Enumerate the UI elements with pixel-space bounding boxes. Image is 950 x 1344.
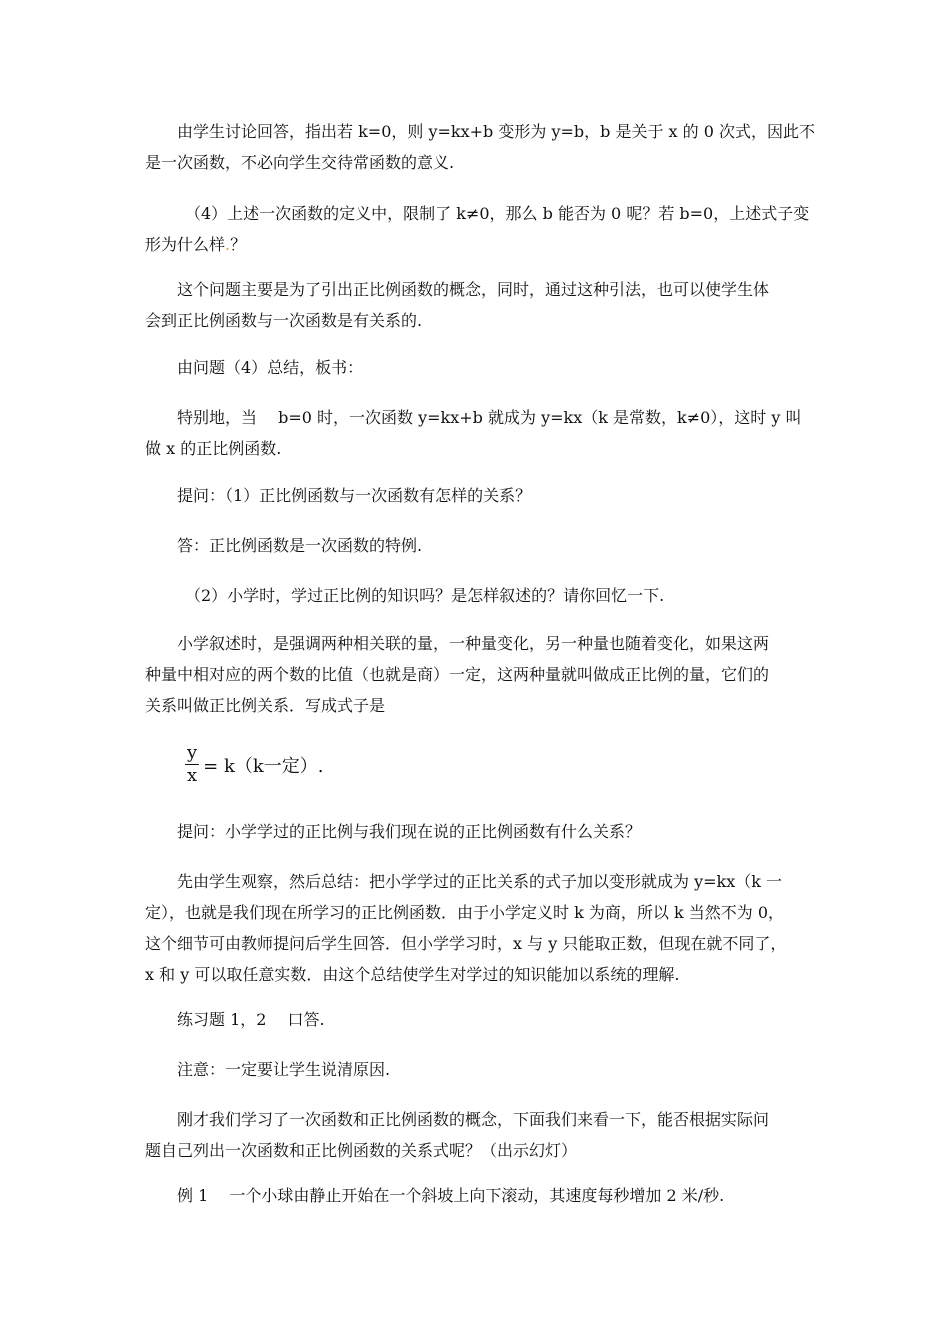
text-line: 是一次函数，不必向学生交待常函数的意义. — [145, 153, 455, 172]
text-segment: 形为什么样 — [145, 235, 226, 254]
text-line: （4）上述一次函数的定义中，限制了 k≠0，那么 b 能否为 0 呢？若 b=0，上述式子变 — [185, 204, 810, 223]
text-line: 这个问题主要是为了引出正比例函数的概念，同时，通过这种引法，也可以使学生体 — [177, 280, 770, 299]
text-line: 由学生讨论回答，指出若 k=0，则 y=kx+b 变形为 y=b，b 是关于 x 的 0 次式，因此不 — [177, 122, 816, 141]
text-line: 种量中相对应的两个数的比值（也就是商）一定，这两种量就叫做成正比例的量，它们的 — [145, 665, 770, 684]
text-line — [145, 229, 810, 260]
fraction-numerator: y — [187, 742, 198, 763]
text-line: 刚才我们学习了一次函数和正比例函数的概念，下面我们来看一下，能否根据实际问 — [177, 1110, 770, 1129]
text-line: 定），也就是我们现在所学习的正比例函数．由于小学定义时 k 为商，所以 k 当然不为 0， — [145, 903, 785, 922]
text-line: 先由学生观察，然后总结：把小学学过的正比关系的式子加以变形就成为 y=kx（k 一 — [177, 872, 783, 891]
text-line: 答：正比例函数是一次函数的特例. — [177, 536, 423, 555]
paragraph-exercise — [145, 1004, 810, 1035]
text-line: 例 1 一个小球由静止开始在一个斜坡上向下滚动，其速度每秒增加 2 米/秒. — [177, 1186, 725, 1205]
yellow-dot-mark: . — [225, 235, 231, 254]
text-line: 会到正比例函数与一次函数是有关系的. — [145, 311, 423, 330]
fraction-denominator: x — [187, 765, 198, 786]
paragraph-answer-1 — [145, 530, 810, 561]
text-line: 练习题 1，2 口答. — [177, 1010, 325, 1029]
text-line: 做 x 的正比例函数. — [145, 439, 282, 458]
text-line: 小学叙述时，是强调两种相关联的量，一种量变化，另一种量也随着变化，如果这两 — [177, 634, 770, 653]
paragraph-transition — [145, 1104, 810, 1166]
text-line: x 和 y 可以取任意实数．由这个总结使学生对学过的知识能加以系统的理解. — [145, 965, 680, 984]
text-segment: ？ — [230, 235, 247, 254]
paragraph-summary-heading — [145, 352, 810, 383]
text-line: 关系叫做正比例关系．写成式子是 — [145, 696, 386, 715]
paragraph-k-zero-discussion — [145, 116, 816, 178]
paragraph-question-3 — [145, 816, 810, 847]
text-line: 提问：（1）正比例函数与一次函数有怎样的关系？ — [177, 486, 532, 505]
text-line: 特别地，当 b=0 时，一次函数 y=kx+b 就成为 y=kx（k 是常数，k≠0），这时 y 叫 — [177, 408, 802, 427]
text-line: 提问：小学学过的正比例与我们现在说的正比例函数有什么关系？ — [177, 822, 642, 841]
proportion-formula — [185, 742, 324, 787]
text-line: 由问题（4）总结，板书： — [177, 358, 364, 377]
paragraph-observation — [145, 866, 810, 990]
text-line: 这个细节可由教师提问后学生回答．但小学学习时，x 与 y 只能取正数，但现在就不同了， — [145, 934, 787, 953]
formula-rest: = k（k一定）. — [203, 755, 324, 777]
paragraph-primary-school — [145, 628, 810, 721]
text-line: 题自己列出一次函数和正比例函数的关系式呢？（出示幻灯） — [145, 1141, 578, 1160]
paragraph-question-1 — [145, 480, 810, 511]
paragraph-definition — [145, 402, 810, 464]
paragraph-question-2 — [145, 580, 810, 611]
text-line: 注意：一定要让学生说清原因. — [177, 1060, 391, 1079]
paragraph-note — [145, 1054, 810, 1085]
paragraph-question-4 — [145, 198, 810, 260]
fraction — [185, 742, 199, 787]
paragraph-purpose — [145, 274, 810, 336]
text-line: （2）小学时，学过正比例的知识吗？是怎样叙述的？请你回忆一下. — [185, 586, 665, 605]
paragraph-example-1 — [145, 1180, 810, 1211]
